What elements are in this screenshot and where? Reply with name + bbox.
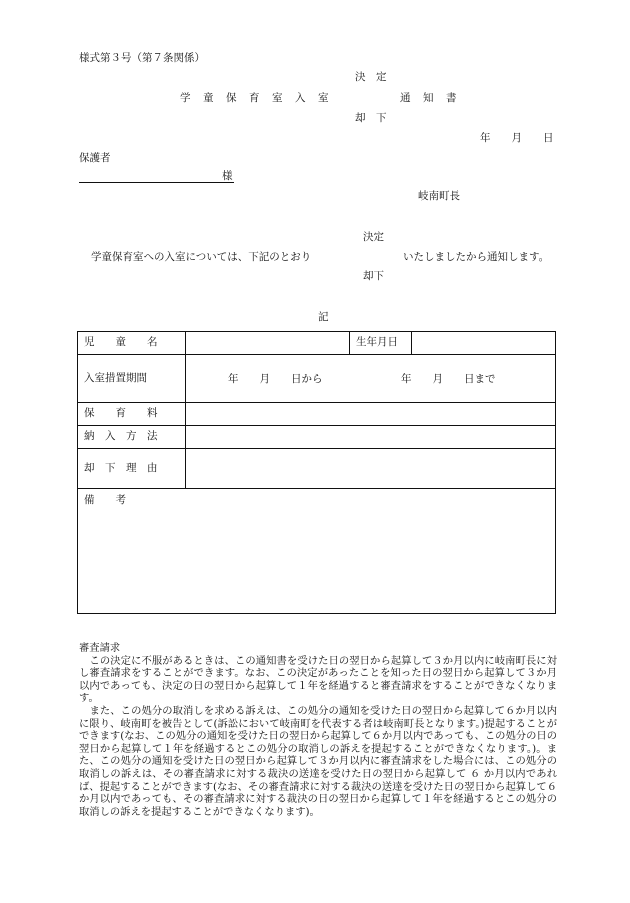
record-heading: 記 bbox=[318, 311, 329, 323]
notice-paragraph-1: この決定に不服があるときは、この通知書を受けた日の翌日から起算して３か月以内に岐南町長に対し審査請求をすることができます。なお、この決定があったことを知った日の翌日から起算して３か月以内であっても、決定の日の翌日から起算して１年を経過すると審査請求をすることができなくなります。 bbox=[79, 654, 557, 705]
review-request-notice bbox=[79, 642, 557, 818]
issue-date: 年 月 日 bbox=[480, 132, 554, 144]
payment-method-field[interactable] bbox=[186, 426, 556, 449]
notice-heading: 審査請求 bbox=[79, 642, 121, 654]
document-title: 学 童 保 育 室 入 室 bbox=[180, 92, 330, 104]
birth-date-label: 生年月日 bbox=[350, 332, 412, 355]
title-decision: 決 定 bbox=[355, 71, 387, 83]
body-text-suffix: いたしましたから通知します。 bbox=[403, 251, 550, 263]
form-number: 様式第３号（第７条関係） bbox=[79, 52, 205, 64]
body-rejection: 却下 bbox=[363, 270, 384, 282]
child-name-field[interactable] bbox=[186, 332, 350, 355]
honorific: 様 bbox=[222, 170, 233, 182]
body-text-prefix: 学童保育室への入室については、下記のとおり bbox=[91, 251, 312, 263]
admission-period-field[interactable] bbox=[186, 355, 556, 403]
title-rejection: 却 下 bbox=[355, 112, 387, 124]
rejection-reason-field[interactable] bbox=[186, 449, 556, 489]
period-from: 年 月 日から bbox=[228, 372, 323, 385]
rejection-reason-label: 却 下 理 由 bbox=[78, 449, 186, 489]
childcare-fee-field[interactable] bbox=[186, 403, 556, 426]
childcare-fee-label: 保 育 料 bbox=[78, 403, 186, 426]
notes-label: 備 考 bbox=[84, 494, 126, 506]
notes-cell[interactable] bbox=[78, 489, 556, 614]
notice-paragraph-2: また、この処分の取消しを求める訴えは、この処分の通知を受けた日の翌日から起算して６か月以内に限り、岐南町を被告として(訴訟において岐南町を代表する者は岐南町長となります。)提起することができます(なお、この処分の通知を受けた日の翌日から起算して６か月以内であっても、この処分の日の翌日から起算して１年を経過するとこの処分の取消しの訴えを提起することができなくなります。)。また、この処分の通知を受けた日の翌日から起算して３か月以内に審査請求をした場合には、この処分の取消しの訴えは、その審査請求に対する裁決の送達を受けた日の翌日から起算して ６ か月以内であれば、提起することができます(なお、その審査請求に対する裁決の送達を受けた日の翌日から起算して６か月以内であっても、その審査請求に対する裁決の日の翌日から起算して１年を経過するとこの処分の取消しの訴えを提起することができなくなります)。 bbox=[79, 704, 557, 818]
guardian-name-line bbox=[79, 182, 234, 183]
admission-form-table bbox=[77, 331, 556, 614]
document-title-suffix: 通 知 書 bbox=[400, 92, 458, 104]
guardian-label: 保護者 bbox=[79, 152, 111, 164]
child-name-label: 児 童 名 bbox=[78, 332, 186, 355]
sender-name: 岐南町長 bbox=[418, 190, 460, 202]
period-to: 年 月 日まで bbox=[401, 372, 496, 385]
birth-date-field[interactable] bbox=[412, 332, 556, 355]
admission-period-label: 入室措置期間 bbox=[78, 355, 186, 403]
body-decision: 決定 bbox=[363, 231, 384, 243]
payment-method-label: 納 入 方 法 bbox=[78, 426, 186, 449]
